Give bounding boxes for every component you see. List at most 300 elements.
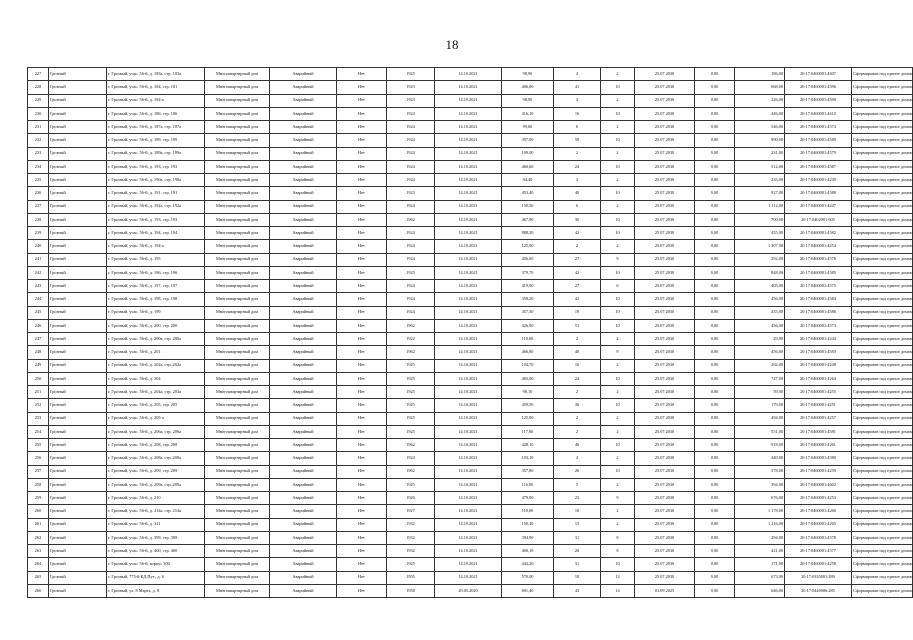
area-cell: 457,30 (502, 306, 554, 319)
settlement-cell: Грозный (49, 68, 107, 81)
condition-cell: Аварийный (270, 134, 337, 147)
condition-cell: Аварийный (270, 68, 337, 81)
build-year-cell: 1958 (387, 584, 435, 597)
flag-cell: Нет (337, 439, 387, 452)
apartments-cell: 10 (601, 213, 635, 226)
residents-cell: 26 (554, 465, 601, 478)
build-year-cell: 1932 (387, 518, 435, 531)
build-year-cell: 1925 (387, 359, 435, 372)
resettlement-deadline-cell: 25.07.2030 (635, 160, 695, 173)
table-row (28, 200, 913, 213)
area-cell: 397,00 (502, 134, 554, 147)
condition-cell: Аварийный (270, 478, 337, 491)
settlement-cell: Грозный (49, 306, 107, 319)
resettlement-deadline-cell: 01.09.2025 (635, 584, 695, 597)
residents-cell: 6 (554, 121, 601, 134)
flag-cell: Нет (337, 160, 387, 173)
settlement-cell: Грозный (49, 465, 107, 478)
land-status-cell: Сформирован под единое домом (852, 81, 913, 94)
resettlement-deadline-cell: 25.07.2030 (635, 399, 695, 412)
build-year-cell: 1923 (387, 94, 435, 107)
recognition-date-cell: 14.10.2021 (435, 293, 502, 306)
apartments-cell: 2 (601, 240, 635, 253)
cadastral-number-cell: 20:17:0460001:4573 (785, 319, 852, 332)
row-number-cell: 255 (28, 439, 49, 452)
settlement-cell: Грозный (49, 425, 107, 438)
build-year-cell: 1925 (387, 399, 435, 412)
condition-cell: Аварийный (270, 174, 337, 187)
address-cell: г. Грозный, учас. 56-й, д. 186, стр. 186 (107, 107, 205, 120)
cadastral-number-cell: 20:17:0460001:4254 (785, 240, 852, 253)
recognition-date-cell: 14.10.2021 (435, 266, 502, 279)
residents-cell: 4 (554, 68, 601, 81)
row-number-cell: 237 (28, 200, 49, 213)
table-row (28, 518, 913, 531)
flag-cell: Нет (337, 293, 387, 306)
area-cell: 357,80 (502, 465, 554, 478)
recognition-date-cell: 14.10.2021 (435, 160, 502, 173)
address-cell: г. Грозный, учас. 56-й, д. 206а, стр. 206а (107, 425, 205, 438)
area-cell: 110,00 (502, 505, 554, 518)
cost-cell: 171,00 (735, 558, 785, 571)
residents-cell: 42 (554, 227, 601, 240)
flag-cell: Нет (337, 571, 387, 584)
residents-cell: 16 (554, 107, 601, 120)
settlement-cell: Грозный (49, 213, 107, 226)
recognition-date-cell: 20.05.2020 (435, 584, 502, 597)
apartments-cell: 10 (601, 465, 635, 478)
residents-cell: 42 (554, 266, 601, 279)
resettlement-deadline-cell: 25.07.2030 (635, 505, 695, 518)
flag-cell: Нет (337, 306, 387, 319)
apartments-cell: 6 (601, 280, 635, 293)
apartments-cell: 2 (601, 518, 635, 531)
flag-cell: Нет (337, 492, 387, 505)
residents-cell: 10 (554, 505, 601, 518)
area-cell: 117,80 (502, 425, 554, 438)
cost-cell: 990,00 (735, 134, 785, 147)
address-cell: г. Грозный, учас. 56-й, д. 193, стр. 193 (107, 213, 205, 226)
condition-cell: Аварийный (270, 412, 337, 425)
building-type-cell: Многоквартирный дом (205, 584, 270, 597)
page-number: 18 (445, 37, 459, 52)
condition-cell: Аварийный (270, 346, 337, 359)
planned-value-cell: 0,00 (695, 187, 735, 200)
land-status-cell: Сформирован под единое домом (852, 359, 913, 372)
area-cell: 358,20 (502, 293, 554, 306)
address-cell: г. Грозный, учас. 56-й, д. 191, стр. 191 (107, 187, 205, 200)
cost-cell: 1 178,00 (735, 505, 785, 518)
row-number-cell: 248 (28, 346, 49, 359)
settlement-cell: Грозный (49, 293, 107, 306)
condition-cell: Аварийный (270, 227, 337, 240)
row-number-cell: 252 (28, 399, 49, 412)
build-year-cell: 1923 (387, 187, 435, 200)
recognition-date-cell: 14.10.2021 (435, 478, 502, 491)
address-cell: г. Грозный, учас. 56-й, д. 201 (107, 346, 205, 359)
row-number-cell: 238 (28, 213, 49, 226)
row-number-cell: 242 (28, 266, 49, 279)
building-type-cell: Многоквартирный дом (205, 386, 270, 399)
settlement-cell: Грозный (49, 174, 107, 187)
cadastral-number-cell: 20:17:0440006:285 (785, 584, 852, 597)
address-cell: г. Грозный, учас. 56-й, д. 184, стр. 181 (107, 81, 205, 94)
apartments-cell: 10 (601, 187, 635, 200)
table-row (28, 372, 913, 385)
build-year-cell: 1932 (387, 531, 435, 544)
planned-value-cell: 0,00 (695, 425, 735, 438)
apartments-cell: 10 (601, 81, 635, 94)
planned-value-cell: 0,00 (695, 266, 735, 279)
flag-cell: Нет (337, 107, 387, 120)
resettlement-deadline-cell: 25.07.2030 (635, 359, 695, 372)
flag-cell: Нет (337, 200, 387, 213)
building-type-cell: Многоквартирный дом (205, 571, 270, 584)
building-type-cell: Многоквартирный дом (205, 293, 270, 306)
land-status-cell: Сформирован под единое домом (852, 174, 913, 187)
address-cell: г. Грозный, учас. 56-й, д. 194-а (107, 240, 205, 253)
flag-cell: Нет (337, 134, 387, 147)
resettlement-deadline-cell: 25.07.2030 (635, 253, 695, 266)
planned-value-cell: 0,00 (695, 134, 735, 147)
condition-cell: Аварийный (270, 505, 337, 518)
condition-cell: Аварийный (270, 386, 337, 399)
settlement-cell: Грозный (49, 452, 107, 465)
row-number-cell: 257 (28, 465, 49, 478)
apartments-cell: 8 (601, 545, 635, 558)
cadastral-number-cell: 20:17:0460001:4580 (785, 452, 852, 465)
area-cell: 98,10 (502, 386, 554, 399)
condition-cell: Аварийный (270, 319, 337, 332)
land-status-cell: Сформирован под единое домом (852, 227, 913, 240)
build-year-cell: 1924 (387, 174, 435, 187)
address-cell: г. Грозный, учас. 56-й, д. 208, стр. 208 (107, 439, 205, 452)
building-type-cell: Многоквартирный дом (205, 465, 270, 478)
building-type-cell: Многоквартирный дом (205, 147, 270, 160)
apartments-cell: 10 (601, 266, 635, 279)
table-row (28, 531, 913, 544)
building-type-cell: Многоквартирный дом (205, 253, 270, 266)
table-row (28, 306, 913, 319)
build-year-cell: 1962 (387, 319, 435, 332)
residents-cell: 36 (554, 399, 601, 412)
building-type-cell: Многоквартирный дом (205, 134, 270, 147)
settlement-cell: Грозный (49, 584, 107, 597)
land-status-cell: Сформирован под единое домом (852, 545, 913, 558)
planned-value-cell: 0,00 (695, 359, 735, 372)
condition-cell: Аварийный (270, 266, 337, 279)
cost-cell: 918,00 (735, 439, 785, 452)
building-type-cell: Многоквартирный дом (205, 213, 270, 226)
build-year-cell: 1926 (387, 492, 435, 505)
build-year-cell: 1962 (387, 213, 435, 226)
recognition-date-cell: 14.10.2021 (435, 240, 502, 253)
land-status-cell: Сформирован под единое домом (852, 346, 913, 359)
flag-cell: Нет (337, 319, 387, 332)
area-cell: 394,90 (502, 531, 554, 544)
land-status-cell: Сформирован под единое домом (852, 372, 913, 385)
resettlement-deadline-cell: 25.07.2030 (635, 545, 695, 558)
area-cell: 94,40 (502, 174, 554, 187)
flag-cell: Нет (337, 412, 387, 425)
row-number-cell: 262 (28, 531, 49, 544)
condition-cell: Аварийный (270, 372, 337, 385)
flag-cell: Нет (337, 266, 387, 279)
build-year-cell: 1925 (387, 412, 435, 425)
planned-value-cell: 0,00 (695, 253, 735, 266)
build-year-cell: 1925 (387, 558, 435, 571)
cadastral-number-cell: 20:17:0460001:4265 (785, 518, 852, 531)
build-year-cell: 1924 (387, 306, 435, 319)
build-year-cell: 1925 (387, 386, 435, 399)
cadastral-number-cell: 20:17:0460001:4586 (785, 306, 852, 319)
cost-cell: 186,00 (735, 68, 785, 81)
row-number-cell: 246 (28, 319, 49, 332)
resettlement-deadline-cell: 25.07.2030 (635, 558, 695, 571)
cadastral-number-cell: 20:17:0460001:4577 (785, 545, 852, 558)
recognition-date-cell: 14.10.2021 (435, 399, 502, 412)
settlement-cell: Грозный (49, 531, 107, 544)
planned-value-cell: 0,00 (695, 160, 735, 173)
cost-cell: 59,00 (735, 386, 785, 399)
cost-cell: 226,00 (735, 94, 785, 107)
cadastral-number-cell: 20:17:0460001:4259 (785, 465, 852, 478)
building-type-cell: Многоквартирный дом (205, 200, 270, 213)
build-year-cell: 1962 (387, 439, 435, 452)
table-row (28, 346, 913, 359)
settlement-cell: Грозный (49, 399, 107, 412)
recognition-date-cell: 14.10.2021 (435, 386, 502, 399)
build-year-cell: 1924 (387, 147, 435, 160)
apartments-cell: 10 (601, 319, 635, 332)
cost-cell: 747,00 (735, 372, 785, 385)
building-type-cell: Многоквартирный дом (205, 306, 270, 319)
residents-cell: 24 (554, 160, 601, 173)
resettlement-deadline-cell: 25.07.2030 (635, 213, 695, 226)
residents-cell: 19 (554, 306, 601, 319)
cost-cell: 262,00 (735, 359, 785, 372)
address-cell: г. Грозный, 775-й КД Пут., д. 6 (107, 571, 205, 584)
land-status-cell: Сформирован под единое домом (852, 425, 913, 438)
area-cell: 116,00 (502, 478, 554, 491)
cost-cell: 235,00 (735, 174, 785, 187)
planned-value-cell: 0,00 (695, 306, 735, 319)
table-row (28, 505, 913, 518)
cadastral-number-cell: 20:17:0460001:4248 (785, 359, 852, 372)
area-cell: 453,40 (502, 187, 554, 200)
resettlement-deadline-cell: 25.07.2030 (635, 147, 695, 160)
land-status-cell: Сформирован под единое домом (852, 478, 913, 491)
area-cell: 400,10 (502, 545, 554, 558)
cadastral-number-cell: 20:17:0460001:4590 (785, 94, 852, 107)
cadastral-number-cell: 20:17:0460001:4578 (785, 531, 852, 544)
flag-cell: Нет (337, 478, 387, 491)
cost-cell: 421,00 (735, 545, 785, 558)
address-cell: г. Грозный, учас. 56-й, д. 194, стр. 194 (107, 227, 205, 240)
planned-value-cell: 0,00 (695, 465, 735, 478)
recognition-date-cell: 14.10.2021 (435, 545, 502, 558)
table-row (28, 187, 913, 200)
build-year-cell: 1932 (387, 545, 435, 558)
flag-cell: Нет (337, 333, 387, 346)
residents-cell: 18 (554, 571, 601, 584)
row-number-cell: 235 (28, 174, 49, 187)
resettlement-deadline-cell: 25.07.2030 (635, 266, 695, 279)
apartments-cell: 10 (601, 227, 635, 240)
condition-cell: Аварийный (270, 518, 337, 531)
recognition-date-cell: 14.10.2021 (435, 107, 502, 120)
settlement-cell: Грозный (49, 134, 107, 147)
apartments-cell: 2 (601, 478, 635, 491)
flag-cell: Нет (337, 227, 387, 240)
condition-cell: Аварийный (270, 465, 337, 478)
land-status-cell: Сформирован под единое домом (852, 319, 913, 332)
row-number-cell: 260 (28, 505, 49, 518)
residents-cell: 6 (554, 200, 601, 213)
resettlement-deadline-cell: 25.07.2030 (635, 571, 695, 584)
apartments-cell: 10 (601, 399, 635, 412)
build-year-cell: 1923 (387, 81, 435, 94)
planned-value-cell: 0,00 (695, 584, 735, 597)
flag-cell: Нет (337, 253, 387, 266)
settlement-cell: Грозный (49, 492, 107, 505)
recognition-date-cell: 14.10.2021 (435, 531, 502, 544)
resettlement-deadline-cell: 25.07.2030 (635, 425, 695, 438)
build-year-cell: 1925 (387, 68, 435, 81)
residents-cell: 2 (554, 425, 601, 438)
residents-cell: 3 (554, 174, 601, 187)
recognition-date-cell: 14.10.2021 (435, 306, 502, 319)
residents-cell: 2 (554, 147, 601, 160)
planned-value-cell: 0,00 (695, 492, 735, 505)
building-type-cell: Многоквартирный дом (205, 518, 270, 531)
flag-cell: Нет (337, 518, 387, 531)
cost-cell: 668,00 (735, 81, 785, 94)
area-cell: 456,60 (502, 253, 554, 266)
cadastral-number-cell: 20:17:0460001:4582 (785, 227, 852, 240)
table-row (28, 253, 913, 266)
address-cell: г. Грозный, учас. 56-й, д. 209, стр. 209 (107, 465, 205, 478)
address-cell: г. Грозный, учас. 56-й, д. 210 (107, 492, 205, 505)
table-row (28, 584, 913, 597)
land-status-cell: Сформирован под единое домом (852, 306, 913, 319)
settlement-cell: Грозный (49, 187, 107, 200)
planned-value-cell: 0,00 (695, 280, 735, 293)
table-row (28, 121, 913, 134)
resettlement-deadline-cell: 25.07.2030 (635, 346, 695, 359)
flag-cell: Нет (337, 81, 387, 94)
apartments-cell: 2 (601, 412, 635, 425)
table-row (28, 266, 913, 279)
land-status-cell: Сформирован под единое домом (852, 187, 913, 200)
recognition-date-cell: 14.10.2021 (435, 333, 502, 346)
cadastral-number-cell: 20:17:0460001:4244 (785, 333, 852, 346)
condition-cell: Аварийный (270, 558, 337, 571)
flag-cell: Нет (337, 372, 387, 385)
recognition-date-cell: 14.10.2021 (435, 518, 502, 531)
residents-cell: 40 (554, 346, 601, 359)
planned-value-cell: 0,00 (695, 505, 735, 518)
settlement-cell: Грозный (49, 240, 107, 253)
cadastral-number-cell: 20:17:0460001:4607 (785, 68, 852, 81)
row-number-cell: 239 (28, 227, 49, 240)
condition-cell: Аварийный (270, 253, 337, 266)
area-cell: 801,40 (502, 584, 554, 597)
land-status-cell: Сформирован под единое домом (852, 280, 913, 293)
flag-cell: Нет (337, 425, 387, 438)
cost-cell: 456,00 (735, 293, 785, 306)
planned-value-cell: 0,00 (695, 200, 735, 213)
building-type-cell: Многоквартирный дом (205, 174, 270, 187)
settlement-cell: Грозный (49, 147, 107, 160)
cost-cell: 294,00 (735, 531, 785, 544)
table-row (28, 399, 913, 412)
flag-cell: Нет (337, 558, 387, 571)
table-row (28, 412, 913, 425)
table-row (28, 293, 913, 306)
row-number-cell: 264 (28, 558, 49, 571)
building-type-cell: Многоквартирный дом (205, 412, 270, 425)
apartments-cell: 2 (601, 174, 635, 187)
recognition-date-cell: 14.10.2021 (435, 425, 502, 438)
settlement-cell: Грозный (49, 518, 107, 531)
apartments-cell: 2 (601, 147, 635, 160)
settlement-cell: Грозный (49, 160, 107, 173)
planned-value-cell: 0,00 (695, 333, 735, 346)
cadastral-number-cell: 20:17:0460001:4587 (785, 160, 852, 173)
recognition-date-cell: 14.10.2021 (435, 558, 502, 571)
build-year-cell: 1924 (387, 253, 435, 266)
cost-cell: 646,00 (735, 584, 785, 597)
area-cell: 104,70 (502, 359, 554, 372)
row-number-cell: 241 (28, 253, 49, 266)
resettlement-deadline-cell: 25.07.2030 (635, 306, 695, 319)
resettlement-deadline-cell: 25.07.2030 (635, 518, 695, 531)
land-status-cell: Сформирован под единое домом (852, 253, 913, 266)
recognition-date-cell: 14.10.2021 (435, 452, 502, 465)
land-status-cell: Сформирован под единое домом (852, 200, 913, 213)
row-number-cell: 233 (28, 147, 49, 160)
build-year-cell: 1924 (387, 200, 435, 213)
table-row (28, 359, 913, 372)
condition-cell: Аварийный (270, 492, 337, 505)
cost-cell: 1 112,00 (735, 200, 785, 213)
table-row (28, 280, 913, 293)
planned-value-cell: 0,00 (695, 372, 735, 385)
resettlement-deadline-cell: 25.07.2030 (635, 531, 695, 544)
resettlement-deadline-cell: 25.07.2030 (635, 386, 695, 399)
table-row (28, 240, 913, 253)
cost-cell: 848,00 (735, 266, 785, 279)
resettlement-deadline-cell: 25.07.2030 (635, 68, 695, 81)
resettlement-deadline-cell: 25.07.2030 (635, 94, 695, 107)
recognition-date-cell: 14.10.2021 (435, 359, 502, 372)
resettlement-deadline-cell: 25.07.2030 (635, 465, 695, 478)
apartments-cell: 2 (601, 359, 635, 372)
cadastral-number-cell: 20:17:0460001:4258 (785, 558, 852, 571)
cost-cell: 440,00 (735, 452, 785, 465)
area-cell: 479,00 (502, 492, 554, 505)
planned-value-cell: 0,00 (695, 386, 735, 399)
resettlement-deadline-cell: 25.07.2030 (635, 107, 695, 120)
cadastral-number-cell: 20:17:0335001:289 (785, 571, 852, 584)
resettlement-deadline-cell: 25.07.2030 (635, 478, 695, 491)
flag-cell: Нет (337, 545, 387, 558)
resettlement-deadline-cell: 25.07.2030 (635, 319, 695, 332)
recognition-date-cell: 14.10.2021 (435, 213, 502, 226)
row-number-cell: 234 (28, 160, 49, 173)
flag-cell: Нет (337, 452, 387, 465)
